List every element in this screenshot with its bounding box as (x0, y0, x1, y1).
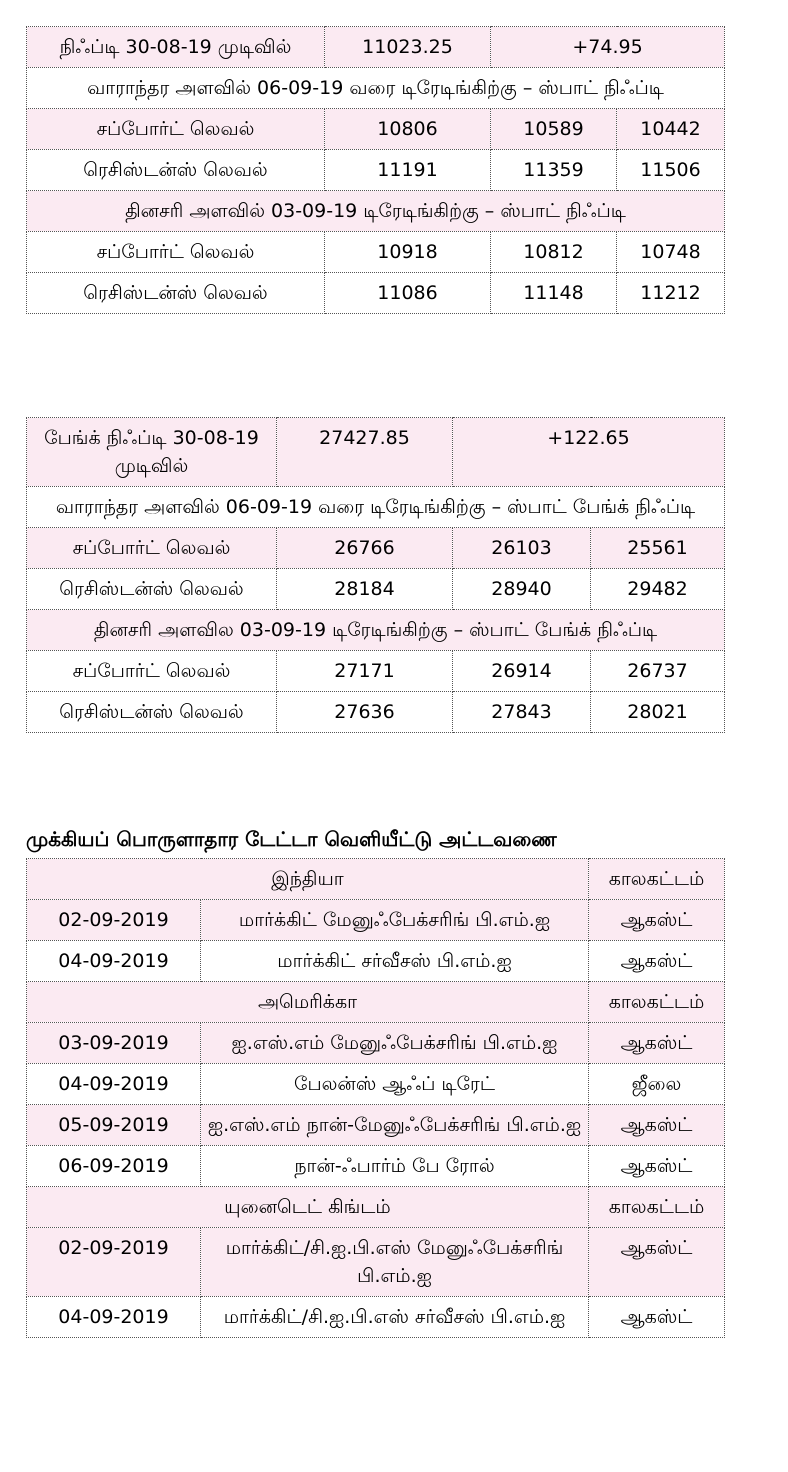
calendar-date: 06-09-2019 (27, 1146, 201, 1187)
support-value: 10442 (617, 109, 725, 150)
calendar-row (27, 1105, 725, 1146)
calendar-event: பேலன்ஸ் ஆஃப் டிரேட் (201, 1064, 589, 1105)
calendar-event: மார்க்கிட்/சி.ஐ.பி.எஸ் மேனுஃபேக்சரிங் பி.எம்.ஐ (201, 1228, 589, 1297)
banknifty-header-row (27, 418, 725, 487)
nifty-daily-support-row (27, 232, 725, 273)
nifty-daily-title-row (27, 191, 725, 232)
resistance-value: 27636 (277, 692, 453, 733)
calendar-section-name: அமெரிக்கா (27, 982, 589, 1023)
support-value: 26737 (591, 651, 725, 692)
banknifty-daily-title-row (27, 610, 725, 651)
support-value: 26766 (277, 528, 453, 569)
calendar-period: ஆகஸ்ட் (589, 1105, 725, 1146)
nifty-weekly-title-row (27, 68, 725, 109)
support-value: 10918 (325, 232, 491, 273)
resistance-value: 11359 (491, 150, 617, 191)
nifty-close-label: நிஃப்டி 30-08-19 முடிவில் (27, 27, 325, 68)
calendar-date: 04-09-2019 (27, 1297, 201, 1338)
support-label: சப்போர்ட் லெவல் (27, 232, 325, 273)
calendar-event: ஐ.எஸ்.எம் மேனுஃபேக்சரிங் பி.எம்.ஐ (201, 1023, 589, 1064)
banknifty-weekly-resistance-row (27, 569, 725, 610)
resistance-value: 11506 (617, 150, 725, 191)
resistance-value: 28021 (591, 692, 725, 733)
nifty-close-value: 11023.25 (325, 27, 491, 68)
calendar-section-row (27, 982, 725, 1023)
resistance-value: 27843 (453, 692, 591, 733)
support-label: சப்போர்ட் லெவல் (27, 109, 325, 150)
resistance-value: 28184 (277, 569, 453, 610)
resistance-label: ரெசிஸ்டன்ஸ் லெவல் (27, 150, 325, 191)
calendar-date: 04-09-2019 (27, 1064, 201, 1105)
resistance-label: ரெசிஸ்டன்ஸ் லெவல் (27, 692, 277, 733)
nifty-weekly-resistance-row (27, 150, 725, 191)
banknifty-daily-support-row (27, 651, 725, 692)
banknifty-levels-table (26, 417, 725, 733)
calendar-period: ஆகஸ்ட் (589, 1023, 725, 1064)
calendar-section-name: இந்தியா (27, 859, 589, 900)
nifty-header-row (27, 27, 725, 68)
calendar-period-header: காலகட்டம் (589, 859, 725, 900)
nifty-daily-resistance-row (27, 273, 725, 314)
support-value: 25561 (591, 528, 725, 569)
banknifty-daily-title: தினசரி அளவில 03-09-19 டிரேடிங்கிற்கு – ஸ்பாட் பேங்க் நிஃப்டி (27, 610, 725, 651)
banknifty-close-value: 27427.85 (277, 418, 453, 487)
economic-calendar-table (26, 858, 725, 1338)
support-value: 26103 (453, 528, 591, 569)
support-value: 10589 (491, 109, 617, 150)
calendar-period-header: காலகட்டம் (589, 982, 725, 1023)
banknifty-weekly-support-row (27, 528, 725, 569)
banknifty-weekly-title-row (27, 487, 725, 528)
banknifty-weekly-title: வாராந்தர அளவில் 06-09-19 வரை டிரேடிங்கிற்கு – ஸ்பாட் பேங்க் நிஃப்டி (27, 487, 725, 528)
resistance-label: ரெசிஸ்டன்ஸ் லெவல் (27, 273, 325, 314)
calendar-section-row (27, 859, 725, 900)
nifty-weekly-title: வாராந்தர அளவில் 06-09-19 வரை டிரேடிங்கிற்கு – ஸ்பாட் நிஃப்டி (27, 68, 725, 109)
calendar-date: 02-09-2019 (27, 1228, 201, 1297)
resistance-label: ரெசிஸ்டன்ஸ் லெவல் (27, 569, 277, 610)
calendar-date: 05-09-2019 (27, 1105, 201, 1146)
banknifty-daily-resistance-row (27, 692, 725, 733)
nifty-weekly-support-row (27, 109, 725, 150)
calendar-period-header: காலகட்டம் (589, 1187, 725, 1228)
calendar-event: மார்க்கிட்/சி.ஐ.பி.எஸ் சர்வீசஸ் பி.எம்.ஐ (201, 1297, 589, 1338)
support-value: 10806 (325, 109, 491, 150)
calendar-date: 02-09-2019 (27, 900, 201, 941)
nifty-daily-title: தினசரி அளவில் 03-09-19 டிரேடிங்கிற்கு – ஸ்பாட் நிஃப்டி (27, 191, 725, 232)
calendar-row (27, 1146, 725, 1187)
calendar-section-name: யுனைடெட் கிங்டம் (27, 1187, 589, 1228)
calendar-row (27, 941, 725, 982)
support-label: சப்போர்ட் லெவல் (27, 528, 277, 569)
calendar-row (27, 900, 725, 941)
banknifty-close-label: பேங்க் நிஃப்டி 30-08-19 முடிவில் (27, 418, 277, 487)
banknifty-change-value: +122.65 (453, 418, 725, 487)
support-label: சப்போர்ட் லெவல் (27, 651, 277, 692)
nifty-change-value: +74.95 (491, 27, 725, 68)
calendar-period: ஆகஸ்ட் (589, 1297, 725, 1338)
support-value: 26914 (453, 651, 591, 692)
calendar-period: ஆகஸ்ட் (589, 900, 725, 941)
calendar-period: ஜீலை (589, 1064, 725, 1105)
calendar-heading: முக்கியப் பொருளாதார டேட்டா வெளியீட்டு அட்டவணை (26, 827, 557, 851)
calendar-period: ஆகஸ்ட் (589, 1228, 725, 1297)
calendar-period: ஆகஸ்ட் (589, 941, 725, 982)
calendar-row (27, 1297, 725, 1338)
calendar-row (27, 1228, 725, 1297)
resistance-value: 11086 (325, 273, 491, 314)
resistance-value: 11212 (617, 273, 725, 314)
support-value: 27171 (277, 651, 453, 692)
calendar-row (27, 1064, 725, 1105)
resistance-value: 11191 (325, 150, 491, 191)
resistance-value: 28940 (453, 569, 591, 610)
support-value: 10748 (617, 232, 725, 273)
calendar-period: ஆகஸ்ட் (589, 1146, 725, 1187)
nifty-levels-table (26, 26, 725, 314)
resistance-value: 29482 (591, 569, 725, 610)
calendar-event: நான்-ஃபார்ம் பே ரோல் (201, 1146, 589, 1187)
resistance-value: 11148 (491, 273, 617, 314)
calendar-date: 03-09-2019 (27, 1023, 201, 1064)
calendar-row (27, 1023, 725, 1064)
calendar-event: மார்க்கிட் மேனுஃபேக்சரிங் பி.எம்.ஐ (201, 900, 589, 941)
calendar-event: மார்க்கிட் சர்வீசஸ் பி.எம்.ஐ (201, 941, 589, 982)
calendar-date: 04-09-2019 (27, 941, 201, 982)
support-value: 10812 (491, 232, 617, 273)
calendar-section-row (27, 1187, 725, 1228)
calendar-event: ஐ.எஸ்.எம் நான்-மேனுஃபேக்சரிங் பி.எம்.ஐ (201, 1105, 589, 1146)
